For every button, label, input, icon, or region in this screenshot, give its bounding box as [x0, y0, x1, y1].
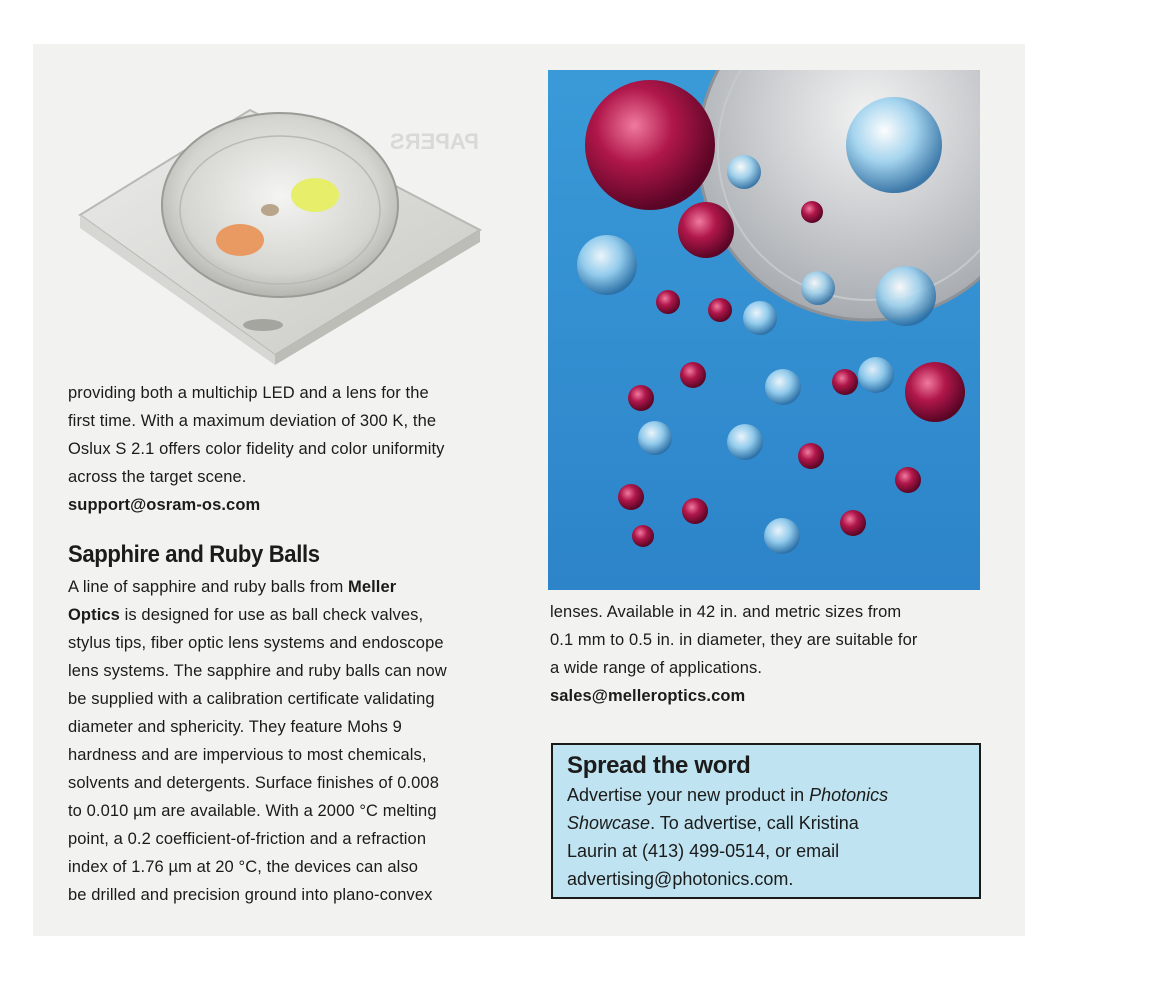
advertise-box: [551, 743, 981, 899]
text-line: Oslux S 2.1 offers color fidelity and color uniformity: [68, 440, 445, 458]
text-line: point, a 0.2 coefficient-of-friction and a refraction: [68, 830, 427, 848]
text-line: hardness and are impervious to most chemicals,: [68, 746, 427, 764]
text-line: be drilled and precision ground into plano-convex: [68, 886, 433, 904]
text-line: stylus tips, fiber optic lens systems and endoscope: [68, 634, 444, 652]
text-line: across the target scene.: [68, 468, 247, 486]
text-line: 0.1 mm to 0.5 in. in diameter, they are suitable for: [550, 631, 918, 649]
publication-name: Photonics: [809, 785, 889, 805]
meller-email-link[interactable]: sales@melleroptics.com: [550, 687, 746, 705]
sapphire-ruby-balls-image: [548, 70, 980, 590]
text-line: to 0.010 µm are available. With a 2000 °C melting: [68, 802, 437, 820]
text-line: index of 1.76 µm at 20 °C, the devices can also: [68, 858, 419, 876]
text-line: lenses. Available in 42 in. and metric sizes from: [550, 603, 902, 621]
text-fragment: . To advertise, call Kristina: [650, 813, 859, 833]
text-line: [68, 573, 508, 601]
company-name: Meller: [347, 578, 397, 596]
text-line: [567, 781, 965, 809]
text-line: [68, 601, 508, 629]
text-line: diameter and sphericity. They feature Mohs 9: [68, 718, 402, 736]
text-line: first time. With a maximum deviation of 300 K, the: [68, 412, 437, 430]
text-line: providing both a multichip LED and a lens for the: [68, 384, 429, 402]
publication-name: Showcase: [567, 813, 651, 833]
osram-email-link[interactable]: support@osram-os.com: [68, 496, 261, 514]
text-line: [567, 809, 965, 837]
text-fragment: Advertise your new product in: [567, 785, 810, 805]
text-fragment: is designed for use as ball check valves,: [119, 606, 424, 624]
text-fragment: A line of sapphire and ruby balls from: [68, 578, 348, 596]
text-line: be supplied with a calibration certificate validating: [68, 690, 435, 708]
text-line: lens systems. The sapphire and ruby balls can now: [68, 662, 447, 680]
led-package-image: [75, 70, 495, 370]
text-line: solvents and detergents. Surface finishes of 0.008: [68, 774, 439, 792]
article-title: Sapphire and Ruby Balls: [68, 541, 320, 568]
advertising-email-link[interactable]: advertising@photonics.com.: [567, 869, 794, 889]
text-line: a wide range of applications.: [550, 659, 763, 677]
advertise-title: Spread the word: [567, 752, 751, 779]
company-name: Optics: [68, 606, 120, 624]
text-line: Laurin at (413) 499-0514, or email: [567, 841, 840, 861]
